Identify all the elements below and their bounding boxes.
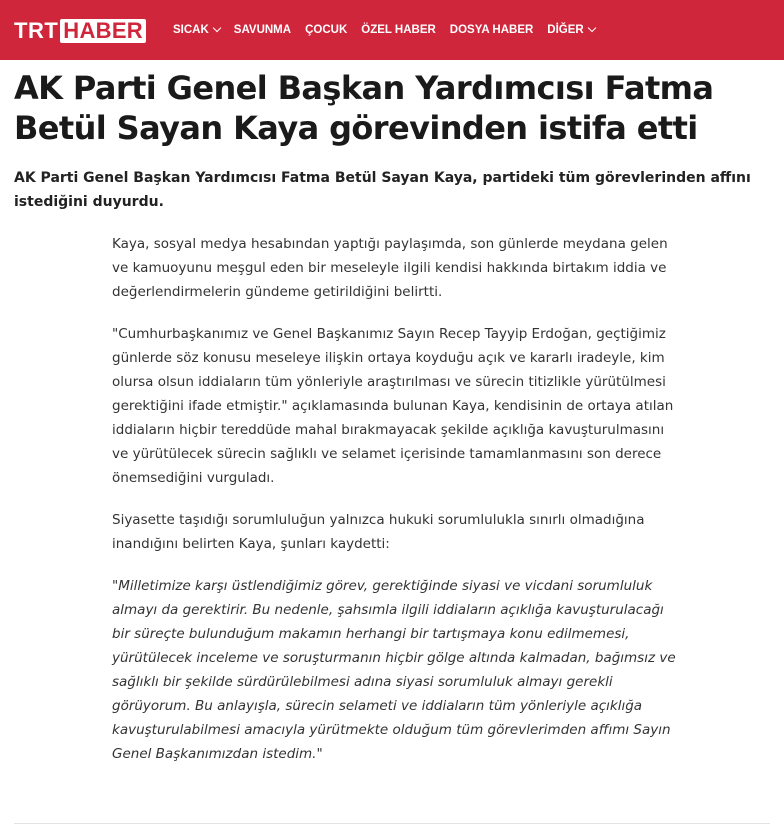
article-body [112,232,684,784]
nav-item-diger[interactable] [547,24,594,36]
nav-item-savunma[interactable] [234,24,291,36]
chevron-down-icon [213,24,221,32]
nav-item-label: ÇOCUK [305,24,348,36]
article-paragraph: Siyasette taşıdığı sorumluluğun yalnızca hukuki sorumlulukla sınırlı olmadığına inandığını belirten Kaya, şunları kaydetti: [112,512,645,552]
article-paragraph: "Cumhurbaşkanımız ve Genel Başkanımız Sayın Recep Tayyip Erdoğan, geçtiğimiz günlerde söz konusu meseleye ilişkin ortaya koyduğu açık ve kararlı iradeyle, kim olursa olsun iddiaların tüm yönleriyle araştırılması ve sürecin titizlikle yürütülmesi gerektiğini ifade etmiştir." açıklamasında bulunan Kaya, kendisinin de ortaya atılan iddiaların hiçbir tereddüde mahal bırakmayacak şekilde açıklığa kavuşturulmasını ve yürütülecek sürecin sağlıklı ve selamet içerisinde tamamlanmasını son derece önemsediğini vurguladı. [112,326,674,486]
article-paragraph: Kaya, sosyal medya hesabından yaptığı paylaşımda, son günlerde meydana gelen ve kamuoyunu meşgul eden bir meseleyle ilgili kendisi hakkında birtakım iddia ve değerlendirmelerin gündeme getirildiğini belirtti. [112,236,668,300]
nav-item-ozel-haber[interactable] [361,24,436,36]
logo-trt-text: TRT [14,17,59,43]
nav-item-label: DOSYA HABER [449,24,534,36]
trt-haber-logo[interactable] [14,18,146,43]
divider [14,823,770,824]
chevron-down-icon [587,24,595,32]
nav-item-cocuk[interactable] [305,24,347,36]
logo-haber-text: HABER [60,19,146,43]
main-nav [173,0,609,60]
nav-item-dosya-haber[interactable] [450,24,534,36]
article-spot: AK Parti Genel Başkan Yardımcısı Fatma Betül Sayan Kaya, partideki tüm görevlerinden affını istediğini duyurdu. [14,170,751,210]
nav-item-label: SICAK [173,24,209,36]
article-title: AK Parti Genel Başkan Yardımcısı Fatma Betül Sayan Kaya görevinden istifa etti [14,69,714,147]
nav-item-label: SAVUNMA [233,24,292,36]
site-header [0,0,784,60]
article-quote: "Milletimize karşı üstlendiğimiz görev, gerektiğinde siyasi ve vicdani sorumluluk almayı da gerektirir. Bu nedenle, şahsımla ilgili iddiaların açıklığa kavuşturulacağı bir süreçte bulunduğum makamın herhangi bir tartışmaya konu edilmemesi, yürütülecek inceleme ve soruşturmanın hiçbir gölge altında kalmadan, bağımsız ve sağlıklı bir şekilde sürdürülebilmesi adına siyasi sorumluluk almayı gerekli görüyorum. Bu anlayışla, sürecin selameti ve iddiaların tüm yönleriyle açıklığa kavuşturulabilmesi amacıyla yürütmekte olduğum tüm görevlerimden affımı Sayın Genel Başkanımızdan istedim." [112,578,676,762]
nav-item-label: ÖZEL HABER [361,24,436,36]
nav-item-label: DİĞER [547,24,584,36]
nav-item-sicak[interactable] [173,24,220,36]
